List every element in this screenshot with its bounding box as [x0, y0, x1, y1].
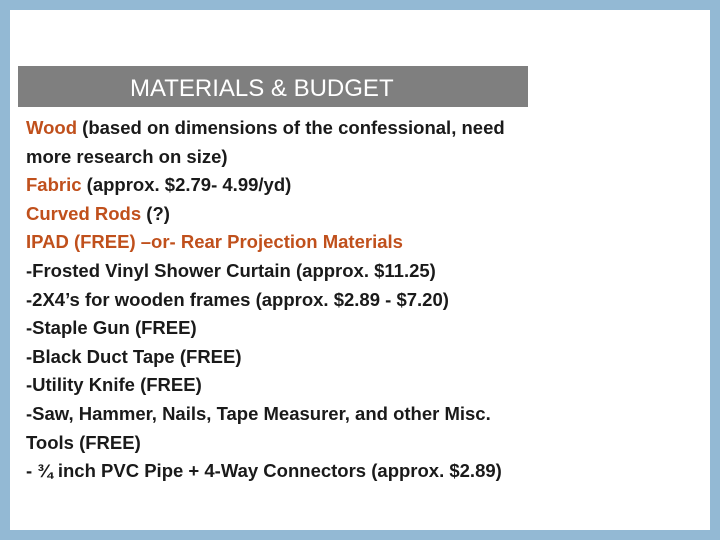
list-line — [26, 314, 606, 343]
list-line — [26, 457, 606, 486]
line-text: -Utility Knife (FREE) — [26, 374, 202, 396]
list-line — [26, 143, 606, 172]
line-text: -Black Duct Tape (FREE) — [26, 345, 242, 367]
list-line — [26, 286, 606, 315]
line-text: -Frosted Vinyl Shower Curtain (approx. $11.25) — [26, 259, 436, 281]
line-text: - ¾ inch PVC Pipe + 4-Way Connectors (approx. $2.89) — [26, 460, 502, 482]
line-accent: IPAD (FREE) –or- Rear Projection Materials — [26, 231, 403, 253]
materials-list — [26, 114, 606, 486]
title-bar — [18, 66, 528, 107]
list-line — [26, 257, 606, 286]
line-accent: Wood — [26, 117, 78, 138]
line-accent: Fabric — [26, 174, 82, 196]
list-line — [26, 371, 606, 400]
line-text: (approx. $2.79- 4.99/yd) — [81, 174, 292, 196]
list-line — [26, 343, 606, 372]
slide-title: MATERIALS & BUDGET — [130, 75, 394, 102]
line-text: (based on dimensions of the confessional, need — [77, 117, 505, 138]
list-line — [26, 400, 606, 429]
line-text: -2X4’s for wooden frames (approx. $2.89 - $7.20) — [26, 288, 449, 310]
list-line — [26, 429, 606, 458]
list-line — [26, 114, 606, 143]
line-text: Tools (FREE) — [26, 431, 141, 453]
list-line — [26, 171, 606, 200]
line-text: (?) — [141, 202, 170, 224]
line-text: more research on size) — [26, 145, 228, 167]
list-line — [26, 200, 606, 229]
line-text: -Saw, Hammer, Nails, Tape Measurer, and other Misc. — [26, 402, 491, 424]
slide — [10, 10, 710, 530]
line-accent: Curved Rods — [26, 202, 142, 224]
line-text: -Staple Gun (FREE) — [26, 317, 197, 339]
list-line — [26, 228, 606, 257]
